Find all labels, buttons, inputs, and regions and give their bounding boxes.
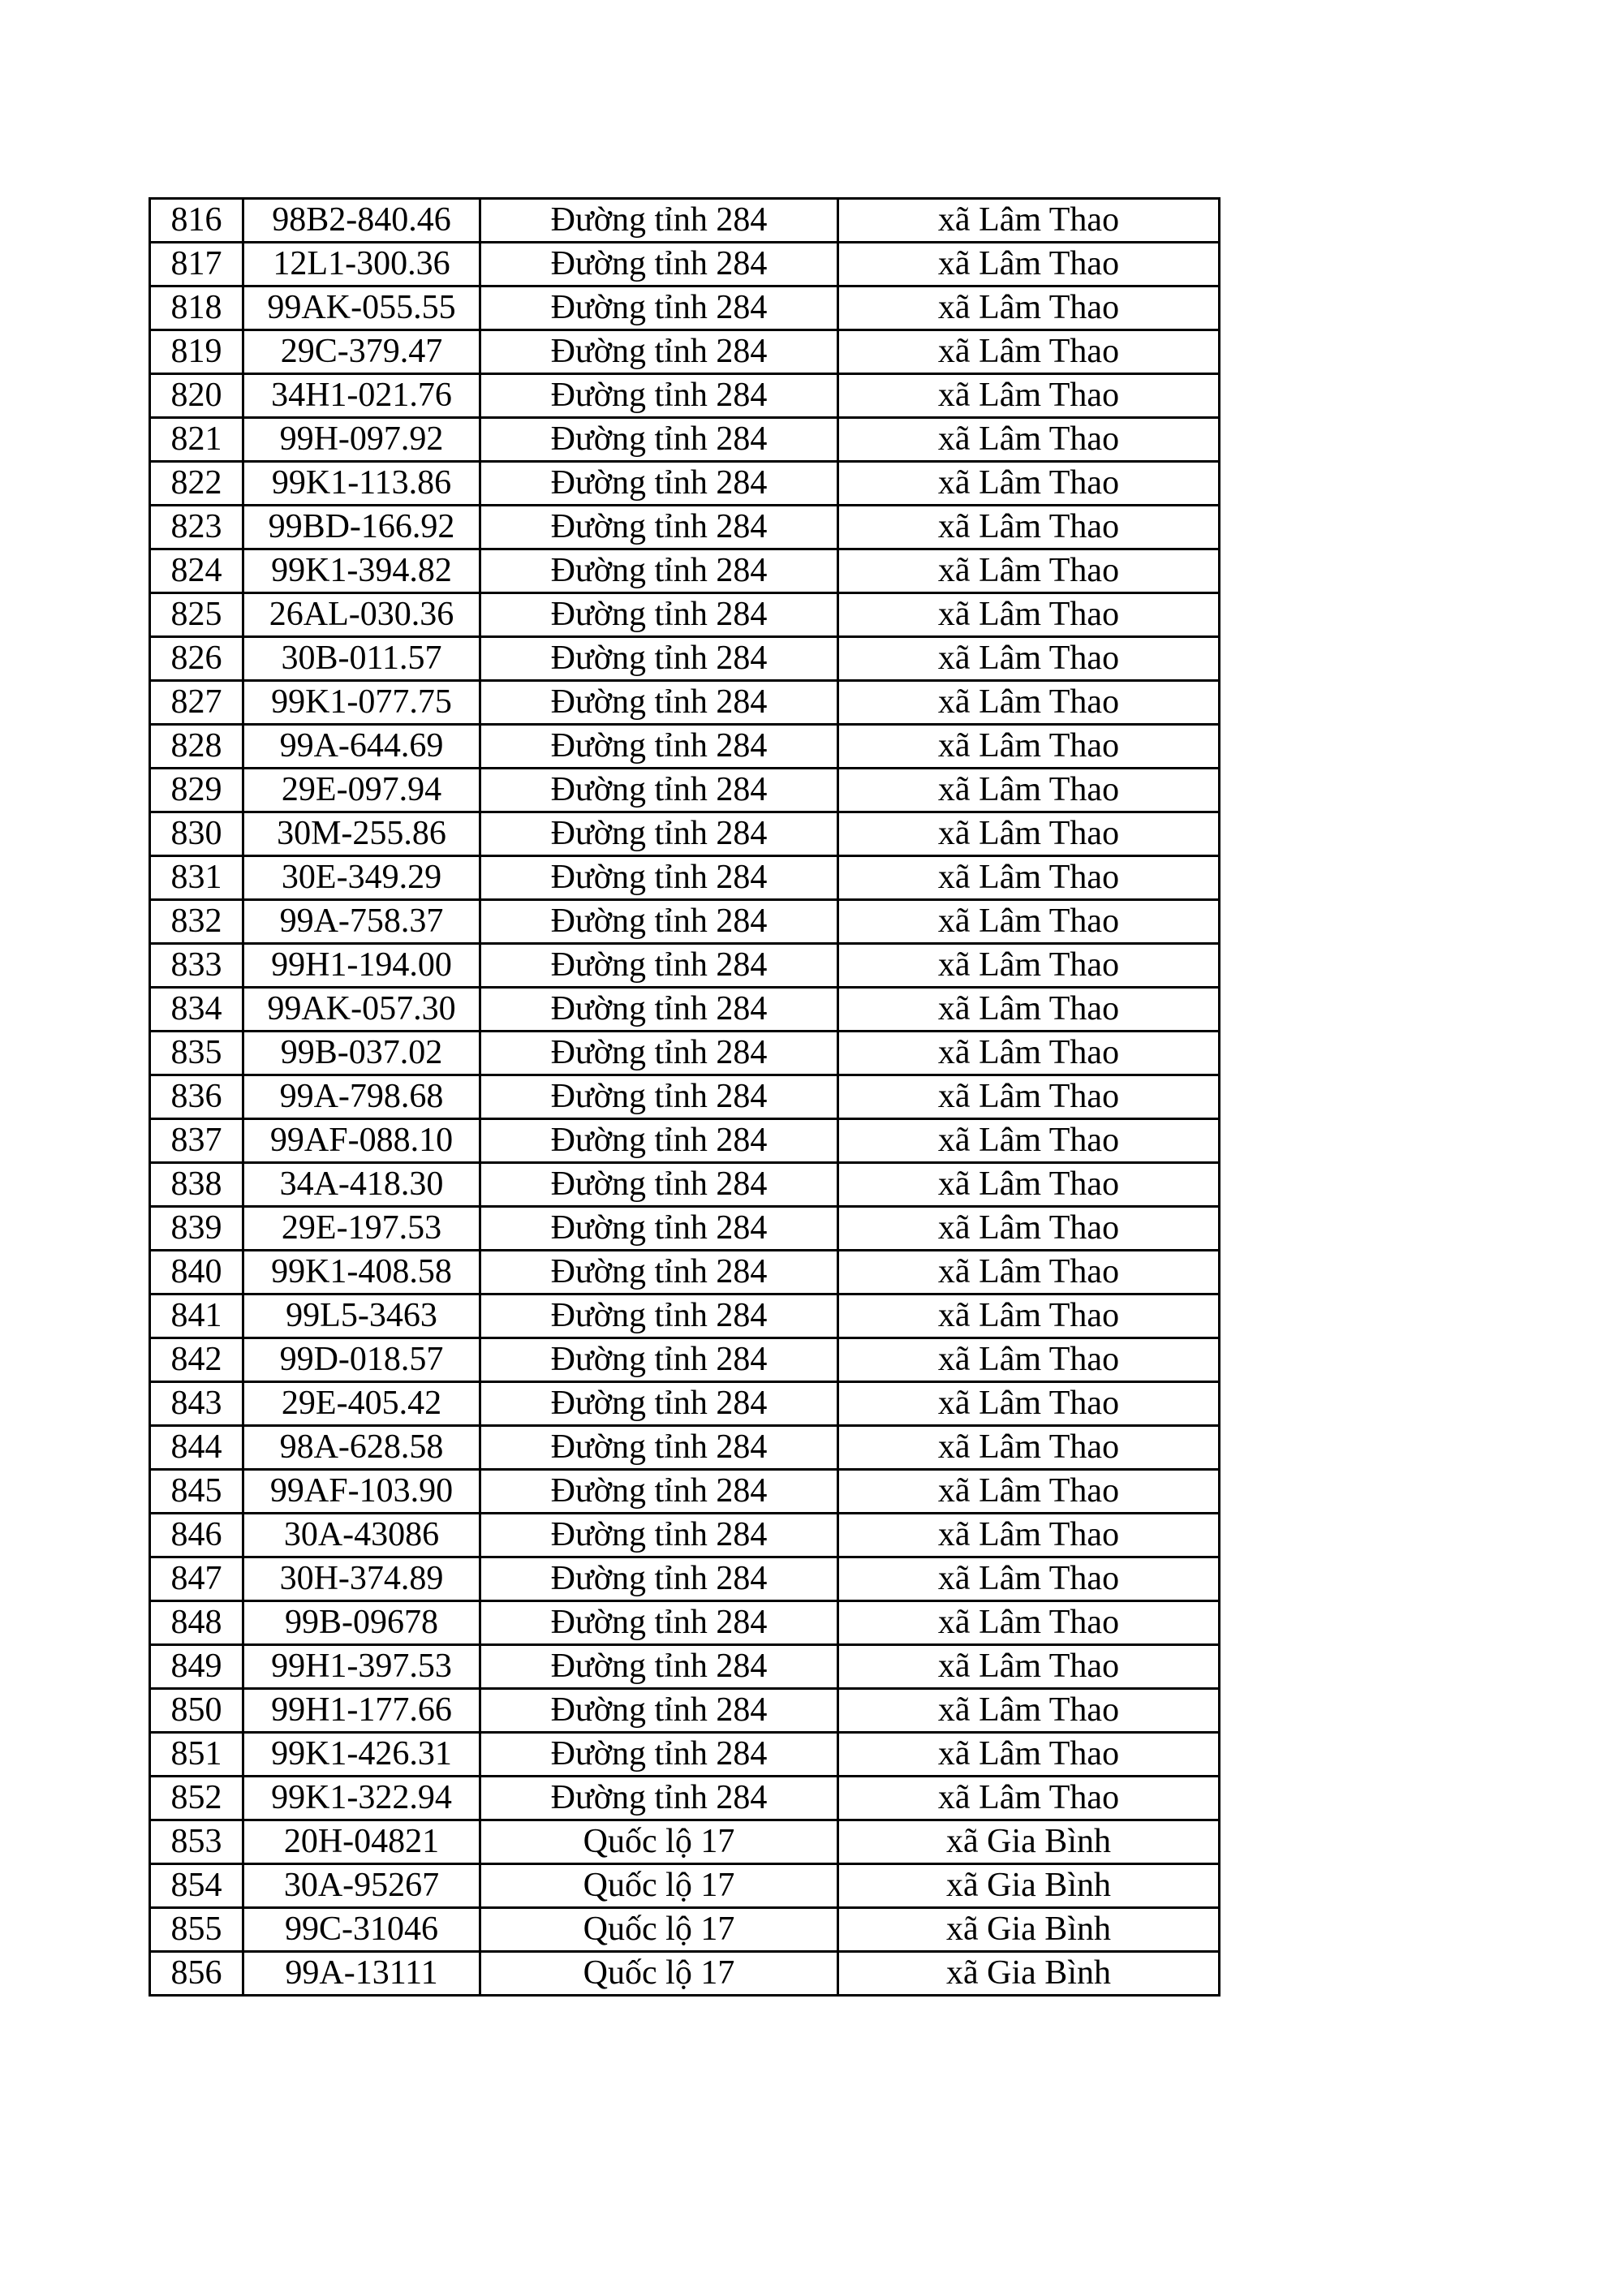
row-number-cell: 842	[150, 1338, 243, 1382]
row-number-cell: 822	[150, 462, 243, 506]
license-plate-cell: 29E-197.53	[243, 1207, 480, 1251]
commune-cell: xã Gia Bình	[838, 1864, 1220, 1908]
row-number-cell: 834	[150, 988, 243, 1032]
license-plate-cell: 12L1-300.36	[243, 243, 480, 286]
row-number-cell: 826	[150, 637, 243, 681]
row-number-cell: 818	[150, 286, 243, 330]
commune-cell: xã Lâm Thao	[838, 1426, 1220, 1470]
license-plate-cell: 30E-349.29	[243, 856, 480, 900]
commune-cell: xã Gia Bình	[838, 1820, 1220, 1864]
road-name-cell: Đường tỉnh 284	[480, 1470, 838, 1514]
road-name-cell: Đường tỉnh 284	[480, 1207, 838, 1251]
commune-cell: xã Lâm Thao	[838, 1601, 1220, 1645]
license-plate-cell: 99H1-177.66	[243, 1689, 480, 1733]
license-plate-cell: 99BD-166.92	[243, 506, 480, 549]
license-plate-cell: 99C-31046	[243, 1908, 480, 1952]
table-row	[150, 769, 1220, 812]
license-plate-cell: 99AK-057.30	[243, 988, 480, 1032]
license-plate-cell: 99H1-194.00	[243, 944, 480, 988]
license-plate-cell: 20H-04821	[243, 1820, 480, 1864]
license-plate-cell: 30M-255.86	[243, 812, 480, 856]
license-plate-cell: 34A-418.30	[243, 1163, 480, 1207]
table-row	[150, 1733, 1220, 1777]
license-plate-cell: 99K1-113.86	[243, 462, 480, 506]
commune-cell: xã Lâm Thao	[838, 681, 1220, 725]
road-name-cell: Đường tỉnh 284	[480, 1032, 838, 1075]
table-row	[150, 593, 1220, 637]
commune-cell: xã Lâm Thao	[838, 900, 1220, 944]
road-name-cell: Đường tỉnh 284	[480, 1338, 838, 1382]
commune-cell: xã Lâm Thao	[838, 1075, 1220, 1119]
table-row	[150, 1032, 1220, 1075]
license-plate-cell: 99B-037.02	[243, 1032, 480, 1075]
road-name-cell: Đường tỉnh 284	[480, 1557, 838, 1601]
license-plate-cell: 99H-097.92	[243, 418, 480, 462]
row-number-cell: 831	[150, 856, 243, 900]
violations-table	[149, 197, 1220, 1997]
road-name-cell: Đường tỉnh 284	[480, 1777, 838, 1820]
table-row	[150, 1514, 1220, 1557]
road-name-cell: Đường tỉnh 284	[480, 725, 838, 769]
table-row	[150, 1908, 1220, 1952]
table-row	[150, 330, 1220, 374]
license-plate-cell: 98A-628.58	[243, 1426, 480, 1470]
table-row	[150, 418, 1220, 462]
table-row	[150, 1820, 1220, 1864]
license-plate-cell: 29C-379.47	[243, 330, 480, 374]
road-name-cell: Đường tỉnh 284	[480, 1382, 838, 1426]
row-number-cell: 845	[150, 1470, 243, 1514]
row-number-cell: 833	[150, 944, 243, 988]
commune-cell: xã Lâm Thao	[838, 1733, 1220, 1777]
road-name-cell: Đường tỉnh 284	[480, 637, 838, 681]
table-row	[150, 506, 1220, 549]
road-name-cell: Đường tỉnh 284	[480, 418, 838, 462]
row-number-cell: 843	[150, 1382, 243, 1426]
row-number-cell: 827	[150, 681, 243, 725]
row-number-cell: 856	[150, 1952, 243, 1996]
license-plate-cell: 99B-09678	[243, 1601, 480, 1645]
license-plate-cell: 99H1-397.53	[243, 1645, 480, 1689]
license-plate-cell: 34H1-021.76	[243, 374, 480, 418]
road-name-cell: Đường tỉnh 284	[480, 944, 838, 988]
road-name-cell: Đường tỉnh 284	[480, 1163, 838, 1207]
commune-cell: xã Lâm Thao	[838, 593, 1220, 637]
commune-cell: xã Lâm Thao	[838, 506, 1220, 549]
table-row	[150, 1294, 1220, 1338]
license-plate-cell: 99D-018.57	[243, 1338, 480, 1382]
road-name-cell: Đường tỉnh 284	[480, 1689, 838, 1733]
commune-cell: xã Lâm Thao	[838, 1251, 1220, 1294]
table-row	[150, 681, 1220, 725]
row-number-cell: 850	[150, 1689, 243, 1733]
row-number-cell: 820	[150, 374, 243, 418]
license-plate-cell: 99K1-394.82	[243, 549, 480, 593]
road-name-cell: Đường tỉnh 284	[480, 1601, 838, 1645]
row-number-cell: 851	[150, 1733, 243, 1777]
row-number-cell: 830	[150, 812, 243, 856]
road-name-cell: Đường tỉnh 284	[480, 330, 838, 374]
license-plate-cell: 30B-011.57	[243, 637, 480, 681]
commune-cell: xã Lâm Thao	[838, 812, 1220, 856]
table-row	[150, 286, 1220, 330]
row-number-cell: 855	[150, 1908, 243, 1952]
road-name-cell: Đường tỉnh 284	[480, 900, 838, 944]
table-row	[150, 637, 1220, 681]
commune-cell: xã Lâm Thao	[838, 1777, 1220, 1820]
license-plate-cell: 99L5-3463	[243, 1294, 480, 1338]
commune-cell: xã Lâm Thao	[838, 418, 1220, 462]
table-row	[150, 1777, 1220, 1820]
row-number-cell: 828	[150, 725, 243, 769]
road-name-cell: Đường tỉnh 284	[480, 1645, 838, 1689]
license-plate-cell: 29E-097.94	[243, 769, 480, 812]
commune-cell: xã Lâm Thao	[838, 462, 1220, 506]
commune-cell: xã Lâm Thao	[838, 1207, 1220, 1251]
road-name-cell: Quốc lộ 17	[480, 1864, 838, 1908]
row-number-cell: 836	[150, 1075, 243, 1119]
row-number-cell: 837	[150, 1119, 243, 1163]
row-number-cell: 844	[150, 1426, 243, 1470]
road-name-cell: Đường tỉnh 284	[480, 374, 838, 418]
table-row	[150, 1119, 1220, 1163]
road-name-cell: Đường tỉnh 284	[480, 243, 838, 286]
license-plate-cell: 99K1-408.58	[243, 1251, 480, 1294]
road-name-cell: Đường tỉnh 284	[480, 988, 838, 1032]
license-plate-cell: 99AK-055.55	[243, 286, 480, 330]
commune-cell: xã Lâm Thao	[838, 243, 1220, 286]
row-number-cell: 847	[150, 1557, 243, 1601]
table-row	[150, 988, 1220, 1032]
license-plate-cell: 30H-374.89	[243, 1557, 480, 1601]
table-row	[150, 856, 1220, 900]
row-number-cell: 854	[150, 1864, 243, 1908]
license-plate-cell: 99A-798.68	[243, 1075, 480, 1119]
commune-cell: xã Lâm Thao	[838, 1032, 1220, 1075]
row-number-cell: 817	[150, 243, 243, 286]
row-number-cell: 839	[150, 1207, 243, 1251]
license-plate-cell: 99K1-322.94	[243, 1777, 480, 1820]
commune-cell: xã Lâm Thao	[838, 1119, 1220, 1163]
commune-cell: xã Lâm Thao	[838, 199, 1220, 243]
table-row	[150, 549, 1220, 593]
road-name-cell: Đường tỉnh 284	[480, 593, 838, 637]
road-name-cell: Đường tỉnh 284	[480, 1426, 838, 1470]
license-plate-cell: 29E-405.42	[243, 1382, 480, 1426]
row-number-cell: 819	[150, 330, 243, 374]
road-name-cell: Đường tỉnh 284	[480, 681, 838, 725]
table-row	[150, 900, 1220, 944]
row-number-cell: 835	[150, 1032, 243, 1075]
commune-cell: xã Lâm Thao	[838, 1382, 1220, 1426]
row-number-cell: 821	[150, 418, 243, 462]
license-plate-cell: 99A-644.69	[243, 725, 480, 769]
license-plate-cell: 99K1-426.31	[243, 1733, 480, 1777]
commune-cell: xã Lâm Thao	[838, 330, 1220, 374]
row-number-cell: 840	[150, 1251, 243, 1294]
road-name-cell: Đường tỉnh 284	[480, 1294, 838, 1338]
commune-cell: xã Lâm Thao	[838, 1514, 1220, 1557]
table-row	[150, 1601, 1220, 1645]
table-row	[150, 1075, 1220, 1119]
row-number-cell: 838	[150, 1163, 243, 1207]
license-plate-cell: 30A-43086	[243, 1514, 480, 1557]
table-row	[150, 462, 1220, 506]
road-name-cell: Đường tỉnh 284	[480, 769, 838, 812]
row-number-cell: 832	[150, 900, 243, 944]
road-name-cell: Đường tỉnh 284	[480, 1733, 838, 1777]
road-name-cell: Quốc lộ 17	[480, 1952, 838, 1996]
table-row	[150, 199, 1220, 243]
license-plate-cell: 99AF-103.90	[243, 1470, 480, 1514]
license-plate-cell: 26AL-030.36	[243, 593, 480, 637]
road-name-cell: Đường tỉnh 284	[480, 1251, 838, 1294]
commune-cell: xã Lâm Thao	[838, 637, 1220, 681]
table-row	[150, 374, 1220, 418]
commune-cell: xã Lâm Thao	[838, 1557, 1220, 1601]
table-row	[150, 1251, 1220, 1294]
table-row	[150, 1952, 1220, 1996]
table-row	[150, 1645, 1220, 1689]
road-name-cell: Đường tỉnh 284	[480, 199, 838, 243]
road-name-cell: Đường tỉnh 284	[480, 1514, 838, 1557]
road-name-cell: Đường tỉnh 284	[480, 549, 838, 593]
road-name-cell: Đường tỉnh 284	[480, 812, 838, 856]
road-name-cell: Đường tỉnh 284	[480, 1119, 838, 1163]
commune-cell: xã Lâm Thao	[838, 769, 1220, 812]
commune-cell: xã Lâm Thao	[838, 1294, 1220, 1338]
table-row	[150, 243, 1220, 286]
commune-cell: xã Lâm Thao	[838, 549, 1220, 593]
commune-cell: xã Gia Bình	[838, 1952, 1220, 1996]
table-row	[150, 1382, 1220, 1426]
license-plate-cell: 99K1-077.75	[243, 681, 480, 725]
table-row	[150, 1207, 1220, 1251]
table-row	[150, 944, 1220, 988]
row-number-cell: 824	[150, 549, 243, 593]
table-row	[150, 1557, 1220, 1601]
license-plate-cell: 99AF-088.10	[243, 1119, 480, 1163]
commune-cell: xã Lâm Thao	[838, 1163, 1220, 1207]
road-name-cell: Đường tỉnh 284	[480, 462, 838, 506]
license-plate-cell: 99A-13111	[243, 1952, 480, 1996]
row-number-cell: 829	[150, 769, 243, 812]
road-name-cell: Quốc lộ 17	[480, 1820, 838, 1864]
commune-cell: xã Lâm Thao	[838, 374, 1220, 418]
commune-cell: xã Lâm Thao	[838, 1338, 1220, 1382]
table-row	[150, 1689, 1220, 1733]
table-row	[150, 725, 1220, 769]
table-body	[150, 199, 1220, 1996]
row-number-cell: 823	[150, 506, 243, 549]
road-name-cell: Đường tỉnh 284	[480, 286, 838, 330]
license-plate-cell: 99A-758.37	[243, 900, 480, 944]
commune-cell: xã Lâm Thao	[838, 286, 1220, 330]
table-row	[150, 1864, 1220, 1908]
commune-cell: xã Lâm Thao	[838, 1645, 1220, 1689]
row-number-cell: 853	[150, 1820, 243, 1864]
row-number-cell: 852	[150, 1777, 243, 1820]
road-name-cell: Đường tỉnh 284	[480, 506, 838, 549]
commune-cell: xã Lâm Thao	[838, 1689, 1220, 1733]
row-number-cell: 849	[150, 1645, 243, 1689]
license-plate-cell: 98B2-840.46	[243, 199, 480, 243]
commune-cell: xã Lâm Thao	[838, 988, 1220, 1032]
commune-cell: xã Lâm Thao	[838, 1470, 1220, 1514]
table-row	[150, 1163, 1220, 1207]
commune-cell: xã Lâm Thao	[838, 856, 1220, 900]
row-number-cell: 846	[150, 1514, 243, 1557]
table-row	[150, 1470, 1220, 1514]
row-number-cell: 816	[150, 199, 243, 243]
row-number-cell: 848	[150, 1601, 243, 1645]
road-name-cell: Đường tỉnh 284	[480, 856, 838, 900]
commune-cell: xã Lâm Thao	[838, 725, 1220, 769]
row-number-cell: 841	[150, 1294, 243, 1338]
table-row	[150, 812, 1220, 856]
row-number-cell: 825	[150, 593, 243, 637]
commune-cell: xã Lâm Thao	[838, 944, 1220, 988]
commune-cell: xã Gia Bình	[838, 1908, 1220, 1952]
road-name-cell: Đường tỉnh 284	[480, 1075, 838, 1119]
license-plate-cell: 30A-95267	[243, 1864, 480, 1908]
table-row	[150, 1338, 1220, 1382]
table-row	[150, 1426, 1220, 1470]
road-name-cell: Quốc lộ 17	[480, 1908, 838, 1952]
